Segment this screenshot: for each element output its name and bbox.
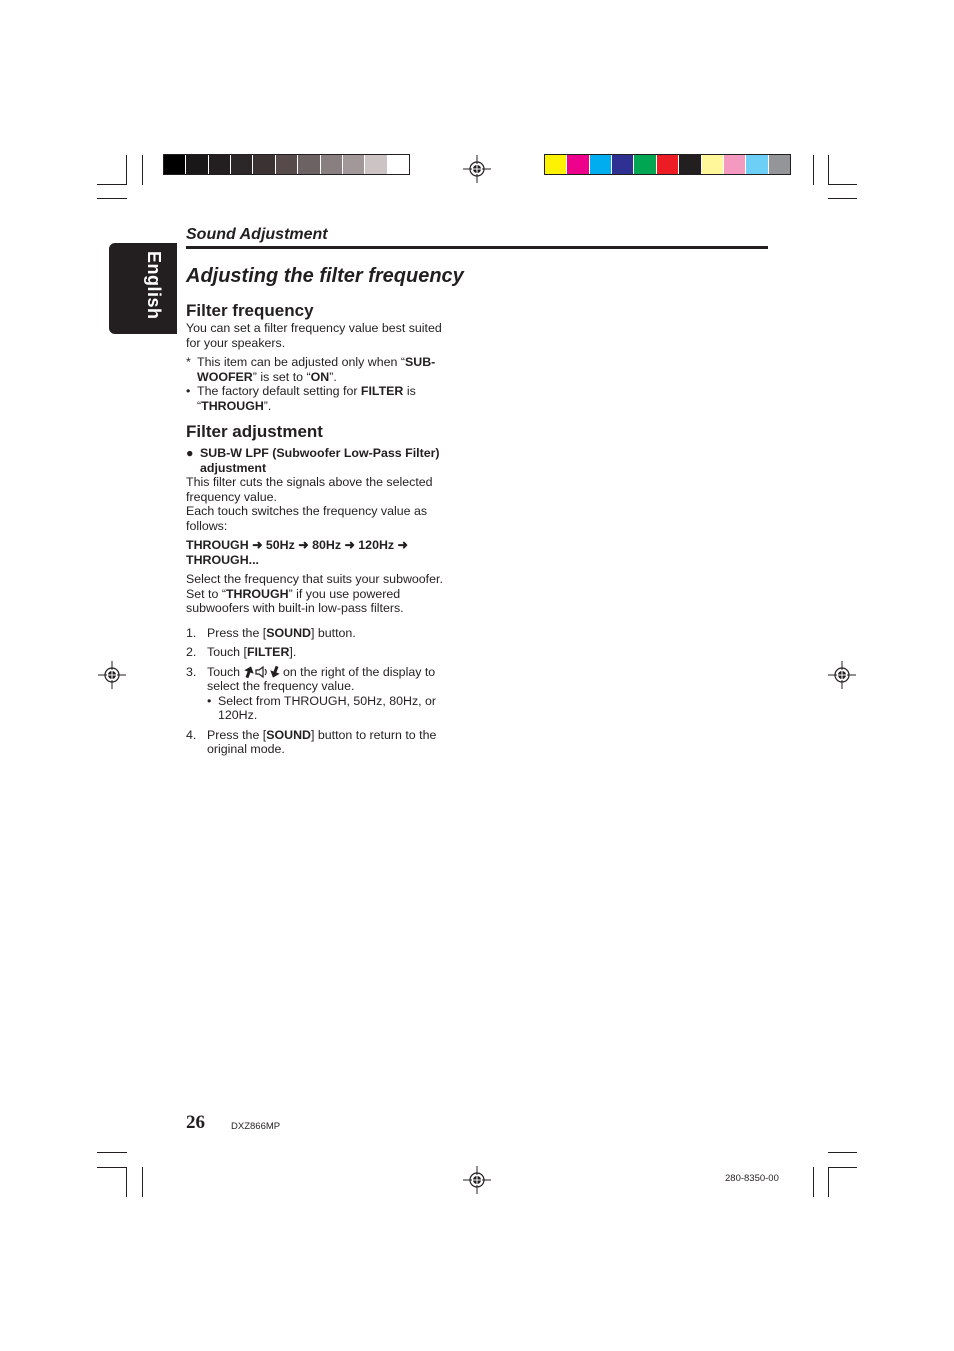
filter-adjustment-touch-info: Each touch switches the frequency value as follows: bbox=[186, 504, 428, 533]
color-swatch bbox=[276, 155, 298, 174]
asterisk-marker: * bbox=[186, 355, 191, 369]
color-swatch bbox=[365, 155, 387, 174]
registration-mark-icon bbox=[463, 155, 491, 183]
language-tab-label: English bbox=[144, 251, 164, 320]
through-setting-text: Set to “THROUGH” if you use powered subwoofers with built-in low-pass filters. bbox=[186, 586, 404, 615]
registration-mark-icon bbox=[463, 1166, 491, 1194]
color-swatch bbox=[388, 155, 409, 174]
bullet-marker: • bbox=[207, 693, 212, 708]
color-swatch bbox=[724, 155, 746, 174]
select-frequency-text: Select the frequency that suits your subwoofer. bbox=[186, 572, 443, 586]
down-arrow-icon bbox=[270, 666, 280, 678]
registration-mark-icon bbox=[98, 661, 126, 689]
filter-adjustment-description: This filter cuts the signals above the selected frequency value. bbox=[186, 475, 433, 504]
page-number: 26 bbox=[186, 1112, 205, 1133]
frequency-sequence: THROUGH ➜ 50Hz ➜ 80Hz ➜ 120Hz ➜ THROUGH... bbox=[186, 538, 408, 567]
color-swatch bbox=[231, 155, 253, 174]
color-swatch bbox=[209, 155, 231, 174]
color-swatch bbox=[769, 155, 790, 174]
filter-frequency-intro: You can set a filter frequency value best suited for your speakers. bbox=[186, 321, 442, 350]
color-swatch bbox=[186, 155, 208, 174]
filled-circle-bullet-icon: ● bbox=[186, 446, 194, 460]
up-arrow-icon bbox=[244, 666, 254, 678]
color-swatch bbox=[657, 155, 679, 174]
grayscale-calibration-bar bbox=[163, 154, 410, 175]
section-label: Sound Adjustment bbox=[186, 226, 328, 243]
language-tab bbox=[109, 243, 177, 334]
bullet-marker: • bbox=[186, 384, 191, 398]
step-item: 3. Touch on the right of the display to select the frequency value. • Select from THROUGH, 50Hz, 80Hz, or 120Hz. bbox=[186, 665, 458, 723]
color-swatch bbox=[343, 155, 365, 174]
color-swatch bbox=[545, 155, 567, 174]
color-swatch bbox=[590, 155, 612, 174]
color-swatch bbox=[679, 155, 701, 174]
color-swatch bbox=[746, 155, 768, 174]
color-swatch bbox=[634, 155, 656, 174]
color-swatch bbox=[321, 155, 343, 174]
sub-w-lpf-subheading: ● SUB-W LPF (Subwoofer Low-Pass Filter) adjustment bbox=[186, 446, 440, 475]
filter-adjustment-section bbox=[186, 422, 458, 757]
filter-adjustment-heading: Filter adjustment bbox=[186, 422, 323, 441]
note-subwoofer-condition: * This item can be adjusted only when “SUB-WOOFER” is set to “ON”. bbox=[186, 355, 436, 384]
color-swatch bbox=[164, 155, 186, 174]
steps-list bbox=[186, 626, 458, 757]
speaker-icon bbox=[255, 666, 269, 678]
section-divider bbox=[186, 246, 768, 249]
step-item: 4. Press the [SOUND] button to return to the original mode. bbox=[186, 727, 437, 756]
registration-mark-icon bbox=[828, 661, 856, 689]
color-swatch bbox=[612, 155, 634, 174]
page-title: Adjusting the filter frequency bbox=[186, 265, 464, 287]
model-number: DXZ866MP bbox=[231, 1121, 281, 1132]
note-factory-default: • The factory default setting for FILTER is “THROUGH”. bbox=[186, 384, 416, 413]
step-item: 1. Press the [SOUND] button. bbox=[186, 625, 356, 640]
filter-frequency-section bbox=[186, 301, 458, 413]
color-swatch bbox=[702, 155, 724, 174]
sub-bullet-item: • Select from THROUGH, 50Hz, 80Hz, or 120Hz. bbox=[207, 693, 437, 722]
part-code: 280-8350-00 bbox=[725, 1173, 779, 1184]
color-swatch bbox=[298, 155, 320, 174]
color-calibration-bar bbox=[544, 154, 791, 175]
color-swatch bbox=[253, 155, 275, 174]
filter-frequency-heading: Filter frequency bbox=[186, 301, 314, 320]
step-item: 2. Touch [FILTER]. bbox=[186, 645, 297, 659]
color-swatch bbox=[567, 155, 589, 174]
